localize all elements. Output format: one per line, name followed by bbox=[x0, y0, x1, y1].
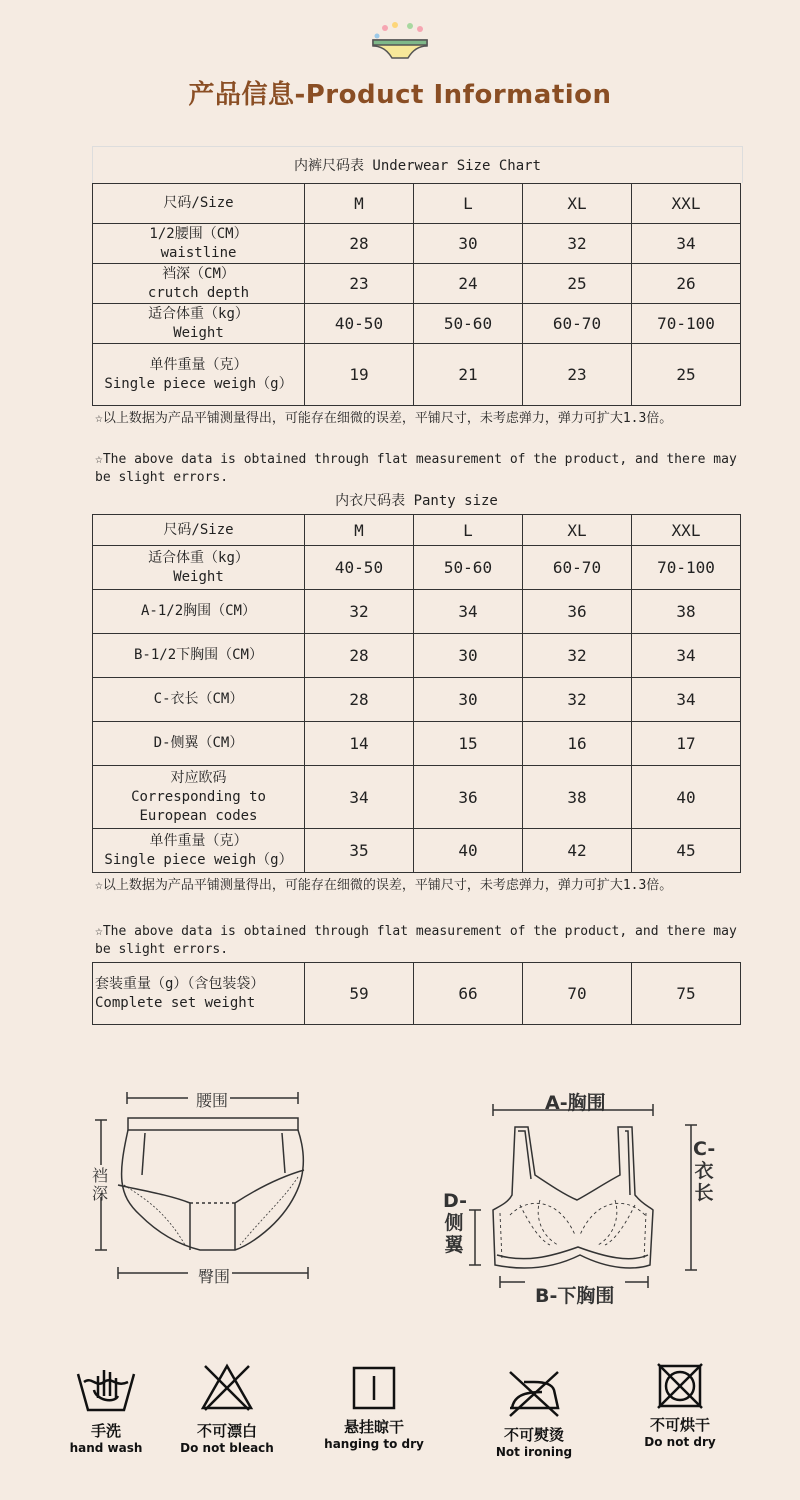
care-label-en: hand wash bbox=[69, 1441, 143, 1455]
care-label-en: hanging to dry bbox=[324, 1437, 424, 1451]
table-cell: 45 bbox=[632, 829, 741, 873]
table-cell: 36 bbox=[523, 590, 632, 634]
table-cell: 14 bbox=[305, 722, 414, 766]
bra-b-underbust-label: B-下胸围 bbox=[535, 1285, 615, 1307]
row-label: B-1/2下胸围（CM） bbox=[93, 634, 305, 678]
table-row bbox=[93, 634, 741, 678]
row-label: 单件重量（克） Single piece weigh（g） bbox=[93, 344, 305, 406]
table-cell: 26 bbox=[632, 264, 741, 304]
table-header-cell: M bbox=[305, 515, 414, 546]
table-cell: 25 bbox=[523, 264, 632, 304]
table-cell: 21 bbox=[414, 344, 523, 406]
care-label-zh: 不可烘干 bbox=[649, 1416, 710, 1434]
table-header-cell: XXL bbox=[632, 515, 741, 546]
hang-dry-icon bbox=[350, 1364, 398, 1412]
table-row bbox=[93, 678, 741, 722]
table-header-cell: XXL bbox=[632, 184, 741, 224]
table-cell: 32 bbox=[523, 678, 632, 722]
table-cell: 42 bbox=[523, 829, 632, 873]
care-label-en: Not ironing bbox=[495, 1445, 573, 1459]
care-item-no-ironing bbox=[474, 1366, 594, 1459]
table-cell: 70-100 bbox=[632, 304, 741, 344]
panty-note-en: ☆The above data is obtained through flat measurement of the product, and there may be slight errors. bbox=[95, 924, 737, 957]
panty-chart-caption: 内衣尺码表 Panty size bbox=[335, 493, 498, 509]
table-cell: 28 bbox=[305, 634, 414, 678]
table-cell: 50-60 bbox=[414, 546, 523, 590]
table-row bbox=[93, 963, 741, 1025]
table-cell: 34 bbox=[414, 590, 523, 634]
bra-measurement-diagram bbox=[440, 1095, 730, 1310]
table-row bbox=[93, 264, 741, 304]
table-cell: 32 bbox=[523, 224, 632, 264]
row-label: 1/2腰围（CM） waistline bbox=[93, 224, 305, 264]
table-cell: 70 bbox=[523, 963, 632, 1025]
care-item-do-not-dry bbox=[620, 1362, 740, 1449]
table-header-cell: L bbox=[414, 184, 523, 224]
table-cell: 59 bbox=[305, 963, 414, 1025]
table-cell: 23 bbox=[523, 344, 632, 406]
set-weight-table bbox=[92, 962, 741, 1025]
table-header-cell: XL bbox=[523, 184, 632, 224]
row-label: 单件重量（克） Single piece weigh（g） bbox=[93, 829, 305, 873]
table-cell: 40 bbox=[414, 829, 523, 873]
panty-note-zh: ☆以上数据为产品平铺测量得出，可能存在细微的误差，平铺尺寸，未考虑弹力，弹力可扩大1.3倍。 bbox=[95, 878, 673, 893]
care-label-zh: 不可熨烫 bbox=[503, 1426, 564, 1444]
row-label: 对应欧码 Corresponding to European codes bbox=[93, 766, 305, 829]
table-cell: 17 bbox=[632, 722, 741, 766]
table-cell: 24 bbox=[414, 264, 523, 304]
table-cell: 15 bbox=[414, 722, 523, 766]
row-label: D-侧翼（CM） bbox=[93, 722, 305, 766]
care-item-hang-dry bbox=[314, 1364, 434, 1451]
table-row bbox=[93, 722, 741, 766]
table-cell: 19 bbox=[305, 344, 414, 406]
table-row bbox=[93, 224, 741, 264]
table-row bbox=[93, 546, 741, 590]
care-label-en: Do not bleach bbox=[180, 1441, 274, 1455]
table-cell: 35 bbox=[305, 829, 414, 873]
row-label: 适合体重（kg） Weight bbox=[93, 304, 305, 344]
panty-size-table bbox=[92, 514, 741, 873]
underwear-chart-caption: 内裤尺码表 Underwear Size Chart bbox=[92, 146, 743, 183]
table-cell: 38 bbox=[523, 766, 632, 829]
table-cell: 32 bbox=[305, 590, 414, 634]
table-cell: 25 bbox=[632, 344, 741, 406]
care-label-en: Do not dry bbox=[644, 1435, 716, 1449]
table-cell: 38 bbox=[632, 590, 741, 634]
table-row bbox=[93, 829, 741, 873]
row-label: 套装重量（g）（含包装袋） Complete set weight bbox=[93, 963, 305, 1025]
table-cell: 34 bbox=[632, 224, 741, 264]
table-header-cell: M bbox=[305, 184, 414, 224]
no-ironing-icon bbox=[504, 1366, 564, 1420]
table-cell: 32 bbox=[523, 634, 632, 678]
table-header-cell: 尺码/Size bbox=[93, 515, 305, 546]
table-cell: 28 bbox=[305, 678, 414, 722]
underwear-size-table bbox=[92, 183, 741, 406]
care-label-zh: 悬挂晾干 bbox=[343, 1418, 404, 1436]
table-cell: 34 bbox=[305, 766, 414, 829]
do-not-dry-icon bbox=[656, 1362, 704, 1410]
table-cell: 30 bbox=[414, 224, 523, 264]
page-title: 产品信息-Product Information bbox=[188, 80, 612, 110]
briefs-crotch-depth-label: 裆深 bbox=[92, 1166, 109, 1203]
table-header-cell: L bbox=[414, 515, 523, 546]
table-row bbox=[93, 766, 741, 829]
briefs-measurement-diagram bbox=[90, 1085, 320, 1285]
table-cell: 60-70 bbox=[523, 546, 632, 590]
table-cell: 40 bbox=[632, 766, 741, 829]
underwear-note-en: ☆The above data is obtained through flat measurement of the product, and there may be slight errors. bbox=[95, 452, 737, 485]
table-cell: 66 bbox=[414, 963, 523, 1025]
table-cell: 70-100 bbox=[632, 546, 741, 590]
table-cell: 36 bbox=[414, 766, 523, 829]
table-cell: 60-70 bbox=[523, 304, 632, 344]
row-label: A-1/2胸围（CM） bbox=[93, 590, 305, 634]
table-cell: 28 bbox=[305, 224, 414, 264]
table-cell: 50-60 bbox=[414, 304, 523, 344]
briefs-hip-label: 臀围 bbox=[198, 1267, 231, 1286]
briefs-waist-label: 腰围 bbox=[196, 1091, 229, 1110]
bra-d-wing-label: D-侧翼 bbox=[443, 1190, 468, 1256]
table-cell: 34 bbox=[632, 634, 741, 678]
underwear-note-zh: ☆以上数据为产品平铺测量得出，可能存在细微的误差，平铺尺寸，未考虑弹力，弹力可扩大1.3倍。 bbox=[95, 411, 673, 426]
table-cell: 75 bbox=[632, 963, 741, 1025]
table-header-row bbox=[93, 184, 741, 224]
table-row bbox=[93, 590, 741, 634]
care-label-zh: 手洗 bbox=[90, 1422, 121, 1440]
care-item-do-not-bleach bbox=[167, 1360, 287, 1455]
row-label: C-衣长（CM） bbox=[93, 678, 305, 722]
care-item-hand-wash bbox=[46, 1360, 166, 1455]
table-cell: 40-50 bbox=[305, 546, 414, 590]
hand-wash-icon bbox=[74, 1360, 138, 1416]
table-cell: 16 bbox=[523, 722, 632, 766]
care-label-zh: 不可漂白 bbox=[196, 1422, 257, 1440]
table-header-cell: 尺码/Size bbox=[93, 184, 305, 224]
table-cell: 34 bbox=[632, 678, 741, 722]
underwear-logo-icon bbox=[365, 22, 435, 62]
table-row bbox=[93, 304, 741, 344]
row-label: 裆深（CM） crutch depth bbox=[93, 264, 305, 304]
table-header-row bbox=[93, 515, 741, 546]
bra-c-length-label: C-衣长 bbox=[693, 1138, 716, 1204]
table-row bbox=[93, 344, 741, 406]
row-label: 适合体重（kg） Weight bbox=[93, 546, 305, 590]
table-cell: 30 bbox=[414, 678, 523, 722]
do-not-bleach-icon bbox=[199, 1360, 255, 1416]
table-cell: 30 bbox=[414, 634, 523, 678]
bra-a-bust-label: A-胸围 bbox=[545, 1092, 606, 1114]
table-header-cell: XL bbox=[523, 515, 632, 546]
table-cell: 23 bbox=[305, 264, 414, 304]
table-cell: 40-50 bbox=[305, 304, 414, 344]
